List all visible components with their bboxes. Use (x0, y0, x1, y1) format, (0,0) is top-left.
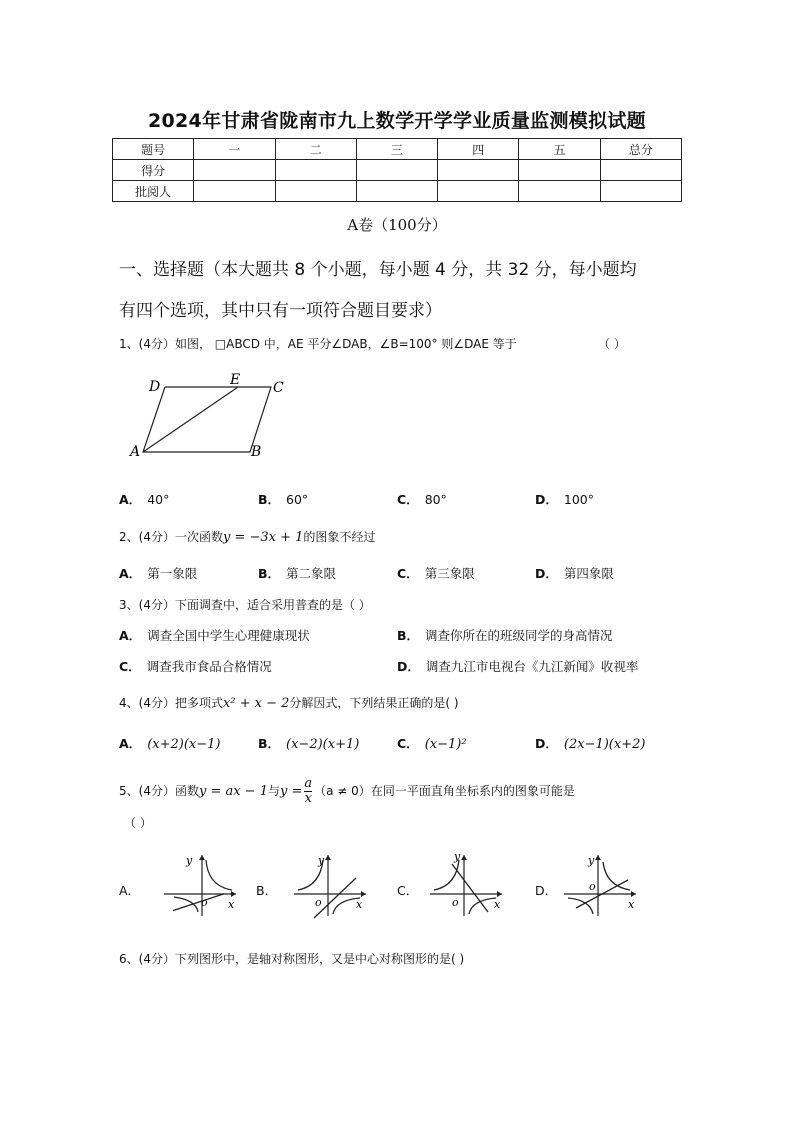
option-label: A． (119, 566, 142, 581)
q4-option-c[interactable] (397, 734, 467, 752)
q4-option-d[interactable] (535, 734, 645, 752)
q5-graph-a[interactable] (158, 850, 240, 920)
part1-heading-line2: 有四个选项，其中只有一项符合题目要求） (119, 301, 442, 321)
vertex-label-e: E (230, 372, 241, 388)
question-3-text: 3、(4分）下面调查中，适合采用普查的是（ ） (119, 598, 371, 612)
axis-label-y: y (318, 854, 325, 867)
q1-option-b[interactable] (258, 490, 308, 508)
axis-label-y: y (588, 854, 595, 867)
question-4-expression: x² + x − 2 (222, 696, 290, 711)
option-text: (x−2)(x+1) (286, 737, 360, 752)
score-cell[interactable] (600, 160, 681, 181)
q5-option-a-label[interactable]: A． (119, 883, 141, 898)
question-5-condition: （a ≠ 0） (314, 784, 371, 798)
option-text: 调查全国中学生心理健康现状 (147, 628, 310, 643)
option-text: 第一象限 (147, 566, 198, 581)
question-2-prefix: 2、(4分）一次函数 (119, 530, 223, 544)
option-text: 第二象限 (286, 566, 337, 581)
question-2-suffix: 的图象不经过 (303, 530, 376, 544)
origin-label: o (201, 896, 208, 909)
q3-option-b[interactable] (397, 626, 613, 644)
q2-option-c[interactable] (397, 564, 475, 582)
score-cell[interactable] (275, 160, 356, 181)
fraction-numerator: a (304, 776, 313, 791)
question-4-suffix: 分解因式，下列结果正确的是( ) (289, 696, 459, 710)
question-5-expression-1: y = ax − 1 (198, 784, 268, 799)
question-5-suffix: 在同一平面直角坐标系内的图象可能是 (370, 784, 575, 798)
question-2-expression: y = −3x + 1 (222, 530, 304, 545)
option-label: B． (397, 628, 420, 643)
question-6-text: 6、(4分）下列图形中，是轴对称图形，又是中心对称图形的是( ) (119, 952, 465, 966)
q2-option-a[interactable] (119, 564, 197, 582)
question-1-answer-paren: （ ） (598, 337, 626, 351)
option-text: (2x−1)(x+2) (563, 737, 646, 752)
fraction (304, 777, 312, 806)
q3-option-d[interactable] (397, 657, 638, 675)
score-cell[interactable] (438, 181, 519, 202)
option-label: B． (258, 566, 281, 581)
option-text: 40° (147, 492, 170, 507)
score-cell[interactable] (438, 160, 519, 181)
option-text: 第三象限 (424, 566, 475, 581)
score-cell[interactable] (194, 181, 275, 202)
question-5-text (119, 777, 575, 806)
question-5-mid: 与 (267, 784, 280, 798)
q2-option-b[interactable] (258, 564, 336, 582)
table-row (113, 181, 682, 202)
option-text: 调查我市食品合格情况 (146, 659, 272, 674)
option-text: 调查你所在的班级同学的身高情况 (425, 628, 613, 643)
part1-heading-line1: 一、选择题（本大题共 8 个小题，每小题 4 分，共 32 分，每小题均 (119, 260, 637, 280)
table-header-cell: 题号 (113, 139, 194, 160)
q1-option-a[interactable] (119, 490, 169, 508)
score-cell[interactable] (356, 181, 437, 202)
row-label: 得分 (113, 160, 194, 181)
q5-option-d-label[interactable]: D． (535, 883, 558, 898)
option-text: 60° (286, 492, 309, 507)
axis-label-x: x (228, 898, 235, 911)
parallelogram-figure (125, 370, 295, 462)
table-header-cell: 一 (194, 139, 275, 160)
axis-label-y: y (454, 850, 461, 863)
option-text: (x+2)(x−1) (147, 737, 221, 752)
axis-label-y: y (186, 854, 193, 867)
q4-option-b[interactable] (258, 734, 359, 752)
score-cell[interactable] (194, 160, 275, 181)
option-label: D． (397, 659, 420, 674)
table-header-cell: 二 (275, 139, 356, 160)
question-5-prefix: 5、(4分）函数 (119, 784, 199, 798)
page-title: 2024年甘肃省陇南市九上数学开学学业质量监测模拟试题 (148, 110, 646, 132)
segment-ae (143, 387, 238, 452)
option-label: A． (119, 492, 142, 507)
option-label: B． (258, 736, 281, 751)
score-cell[interactable] (275, 181, 356, 202)
q1-option-d[interactable] (535, 490, 594, 508)
vertex-label-c: C (273, 380, 284, 396)
score-cell[interactable] (519, 160, 600, 181)
vertex-label-b: B (251, 444, 262, 460)
q5-graph-b[interactable] (290, 850, 372, 920)
score-cell[interactable] (600, 181, 681, 202)
origin-label: o (452, 896, 459, 909)
option-text: 80° (424, 492, 447, 507)
table-row (113, 160, 682, 181)
q4-option-a[interactable] (119, 734, 220, 752)
option-label: C． (119, 659, 141, 674)
q5-option-c-label[interactable]: C． (397, 883, 419, 898)
option-text: (x−1)² (424, 737, 467, 752)
question-4-text (119, 694, 459, 711)
q1-option-c[interactable] (397, 490, 447, 508)
option-label: D． (535, 566, 558, 581)
q5-graph-d[interactable] (560, 850, 642, 920)
score-table (112, 138, 682, 202)
axis-label-x: x (628, 898, 635, 911)
option-label: B． (258, 492, 281, 507)
question-5-answer-paren: （ ） (124, 816, 152, 830)
score-cell[interactable] (519, 181, 600, 202)
fraction-denominator: x (304, 791, 312, 806)
option-text: 调查九江市电视台《九江新闻》收视率 (425, 659, 639, 674)
origin-label: o (589, 880, 596, 893)
q2-option-d[interactable] (535, 564, 614, 582)
option-label: A． (119, 736, 142, 751)
q5-graph-c[interactable] (426, 850, 508, 920)
score-cell[interactable] (356, 160, 437, 181)
question-4-prefix: 4、(4分）把多项式 (119, 696, 223, 710)
q5-option-b-label[interactable]: B． (256, 883, 278, 898)
parallelogram-shape (143, 387, 271, 452)
row-label: 批阅人 (113, 181, 194, 202)
option-label: D． (535, 492, 558, 507)
question-2-text (119, 528, 375, 545)
axis-label-x: x (494, 898, 501, 911)
q3-option-a[interactable] (119, 626, 310, 644)
table-header-cell: 总分 (600, 139, 681, 160)
option-text: 第四象限 (563, 566, 614, 581)
table-header-cell: 五 (519, 139, 600, 160)
table-header-cell: 四 (438, 139, 519, 160)
option-label: C． (397, 492, 419, 507)
option-label: A． (119, 628, 142, 643)
axis-label-x: x (356, 898, 363, 911)
table-header-cell: 三 (356, 139, 437, 160)
origin-label: o (315, 896, 322, 909)
vertex-label-d: D (149, 379, 161, 395)
question-5-expression-2: y = (279, 784, 303, 799)
q3-option-c[interactable] (119, 657, 272, 675)
section-a-heading: A卷（100分） (347, 216, 447, 234)
question-1-text: 1、(4分）如图， □ABCD 中，AE 平分∠DAB，∠B=100° 则∠DAE 等于 (119, 337, 517, 351)
vertex-label-a: A (130, 444, 141, 460)
option-label: D． (535, 736, 558, 751)
option-text: 100° (563, 492, 594, 507)
table-row (113, 139, 682, 160)
option-label: C． (397, 736, 419, 751)
option-label: C． (397, 566, 419, 581)
